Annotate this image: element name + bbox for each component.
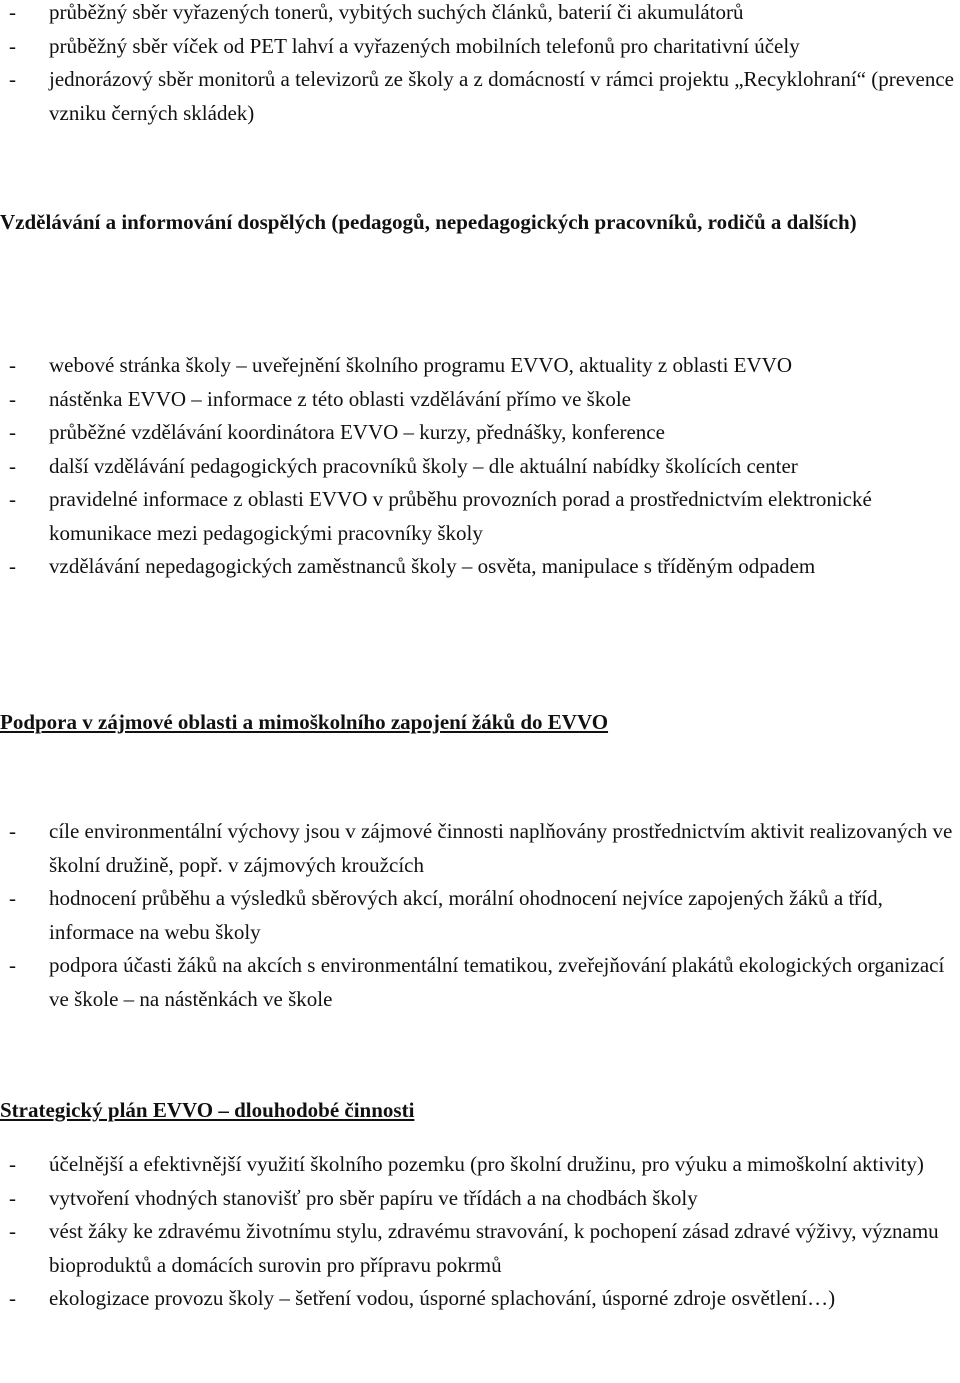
- bullet-dash: -: [9, 353, 16, 377]
- bullet-dash: -: [9, 819, 16, 843]
- list-item: [0, 1148, 956, 1182]
- list-item-text: průběžný sběr víček od PET lahví a vyřazených mobilních telefonů pro charitativní účely: [49, 33, 800, 58]
- list-item: [0, 63, 956, 130]
- bullet-dash: -: [9, 487, 16, 511]
- bullet-dash: -: [9, 1152, 16, 1176]
- list-item: [0, 349, 956, 383]
- list-item-text: vzdělávání nepedagogických zaměstnanců školy – osvěta, manipulace s tříděným odpadem: [49, 554, 816, 578]
- list-item-text: další vzdělávání pedagogických pracovníků školy – dle aktuální nabídky školících center: [49, 453, 798, 478]
- list-item-text: účelnější a efektivnější využití školního pozemku (pro školní družinu, pro výuku a mimoškolní aktivity): [49, 1152, 924, 1176]
- list-item: [0, 30, 956, 64]
- list-item-text: webové stránka školy – uveřejnění školního programu EVVO, aktuality z oblasti EVVO: [49, 353, 793, 377]
- list-item-text: průběžné vzdělávání koordinátora EVVO – kurzy, přednášky, konference: [49, 420, 665, 444]
- extracurricular-list: [0, 815, 956, 1016]
- list-item: [0, 1215, 956, 1282]
- bullet-dash: -: [9, 386, 16, 411]
- section-heading-extracurricular: [0, 706, 956, 740]
- list-item-text: hodnocení průběhu a výsledků sběrových akcí, morální ohodnocení nejvíce zapojených žáků a tříd, informace na webu školy: [49, 886, 883, 944]
- list-item: [0, 450, 956, 484]
- list-item: [0, 0, 956, 30]
- bullet-dash: -: [9, 33, 16, 58]
- list-item-text: podpora účasti žáků na akcích s environmentální tematikou, zveřejňování plakátů ekologických organizací ve škole – na nástěnkách ve škole: [49, 953, 945, 1011]
- list-item: [0, 1282, 956, 1316]
- section-heading-adult-education: Vzdělávání a informování dospělých (pedagogů, nepedagogických pracovníků, rodičů a dalších): [0, 210, 857, 234]
- heading-text: Strategický plán EVVO – dlouhodobé činnosti: [0, 1098, 415, 1122]
- bullet-dash: -: [9, 420, 16, 444]
- list-item: [0, 483, 956, 550]
- adult-education-list: [0, 349, 956, 584]
- list-item-text: nástěnka EVVO – informace z této oblasti vzdělávání přímo ve škole: [49, 386, 631, 411]
- list-item: [0, 550, 956, 584]
- section-heading-strategic-plan: [0, 1094, 956, 1128]
- bullet-dash: -: [9, 67, 16, 91]
- list-item-text: cíle environmentální výchovy jsou v zájmové činnosti naplňovány prostřednictvím aktivit realizovaných ve školní družině, popř. v zájmových kroužcích: [49, 819, 953, 877]
- list-item-text: pravidelné informace z oblasti EVVO v průběhu provozních porad a prostřednictvím elektronické komunikace mezi pedagogickými pracovníky školy: [49, 487, 872, 545]
- bullet-dash: -: [9, 1219, 16, 1243]
- list-item: [0, 949, 956, 1016]
- list-item-text: vést žáky ke zdravému životnímu stylu, zdravému stravování, k pochopení zásad zdravé výživy, významu bioproduktů a domácích surovin pro přípravu pokrmů: [49, 1219, 939, 1277]
- bullet-dash: -: [9, 453, 16, 478]
- list-item: [0, 416, 956, 450]
- list-item: [0, 882, 956, 949]
- bullet-dash: -: [9, 0, 16, 24]
- list-item-text: průběžný sběr vyřazených tonerů, vybitých suchých článků, baterií či akumulátorů: [49, 0, 744, 24]
- strategic-plan-list: [0, 1148, 956, 1316]
- bullet-dash: -: [9, 886, 16, 910]
- bullet-dash: -: [9, 1286, 16, 1310]
- bullet-dash: -: [9, 1185, 16, 1210]
- bullet-dash: -: [9, 953, 16, 977]
- heading-text: Podpora v zájmové oblasti a mimoškolního zapojení žáků do EVVO: [0, 710, 609, 734]
- list-item: [0, 1182, 956, 1216]
- list-item-text: ekologizace provozu školy – šetření vodou, úsporné splachování, úsporné zdroje osvětlení…): [49, 1286, 836, 1310]
- recycling-list: [0, 0, 956, 130]
- bullet-dash: -: [9, 554, 16, 578]
- list-item: [0, 815, 956, 882]
- list-item-text: vytvoření vhodných stanovišť pro sběr papíru ve třídách a na chodbách školy: [49, 1185, 698, 1210]
- list-item-text: jednorázový sběr monitorů a televizorů ze školy a z domácností v rámci projektu „Recyklohraní“ (prevence vzniku černých skládek): [49, 67, 954, 125]
- list-item: [0, 383, 956, 417]
